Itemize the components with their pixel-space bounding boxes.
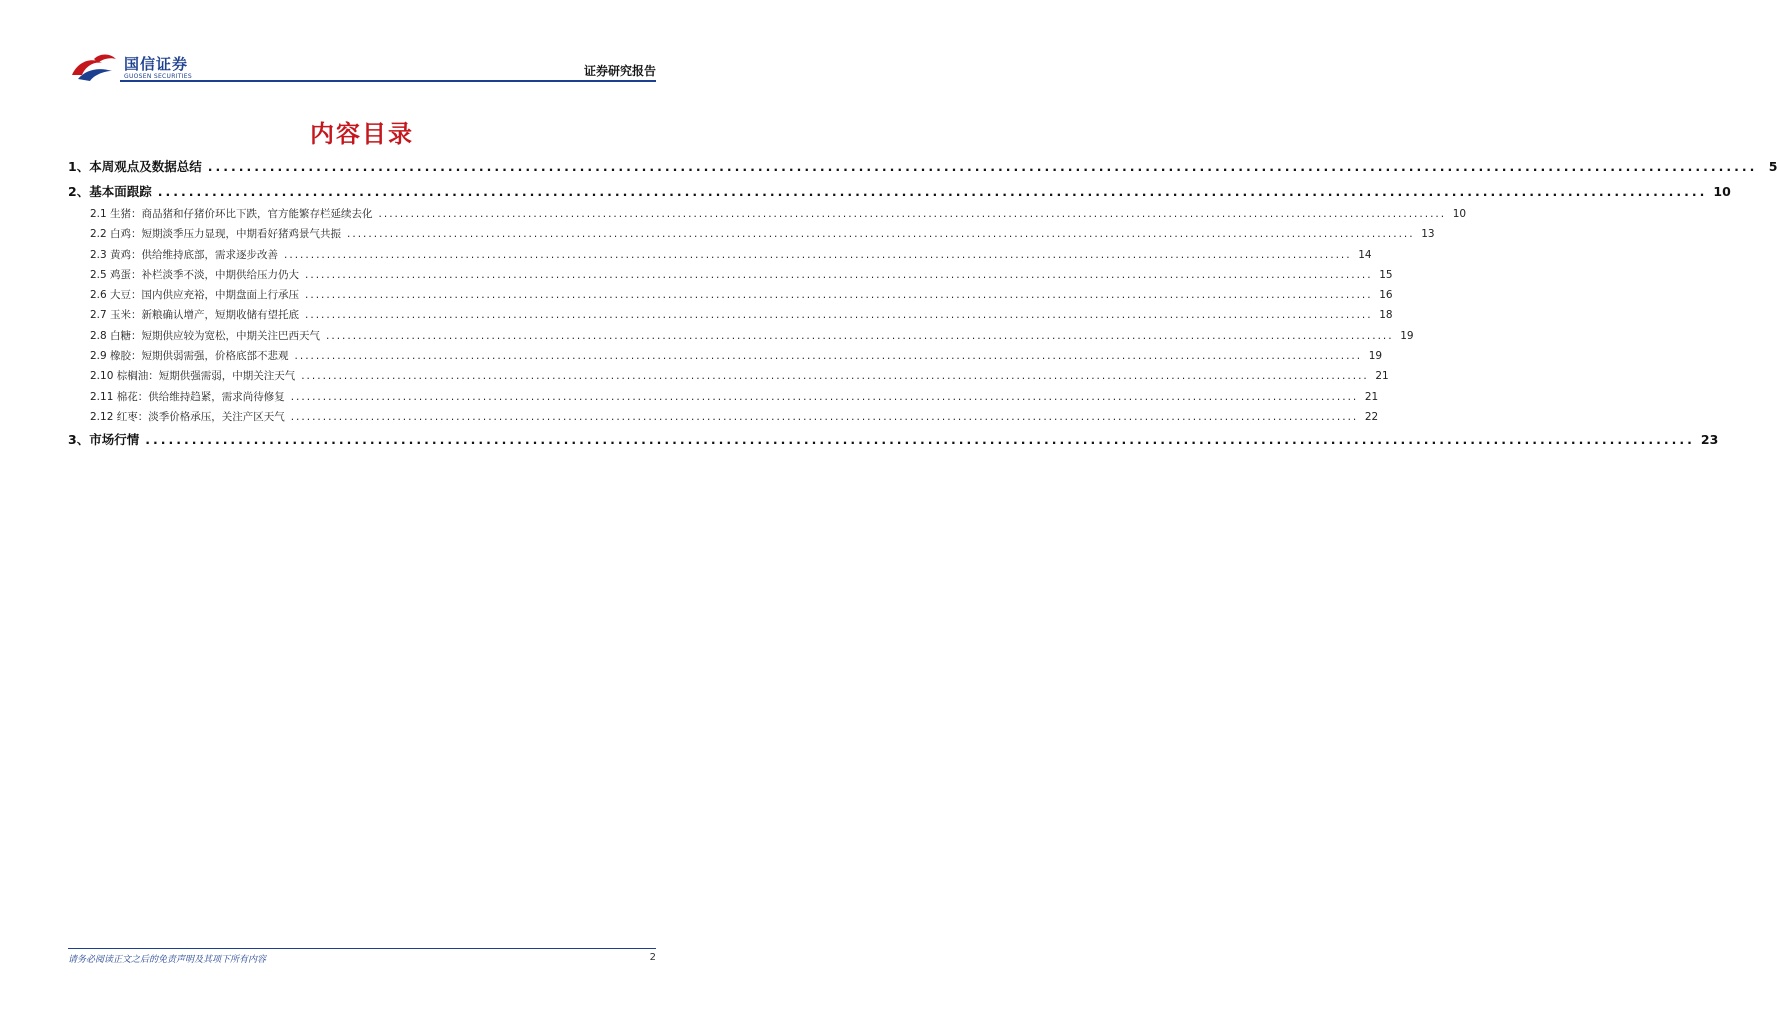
toc-dot-leader: ........................................................................................................................................................................................................ — [290, 390, 1359, 403]
toc-entry-page: 23 — [1700, 432, 1719, 448]
toc-dot-leader: ........................................................................................................................................................................................................ — [294, 350, 1363, 363]
toc-entry[interactable] — [68, 245, 1372, 265]
toc-entry-title: 2.6 大豆：国内供应充裕，中期盘面上行承压 — [90, 289, 300, 302]
toc-entry-title: 1、本周观点及数据总结 — [68, 159, 202, 174]
toc-entry-page: 13 — [1421, 228, 1435, 241]
toc-dot-leader: ........................................................................................................................................................................................................ — [347, 228, 1415, 241]
logo-english-name: GUOSEN SECURITIES — [124, 72, 193, 80]
table-of-contents — [68, 154, 1777, 452]
toc-entry[interactable] — [68, 154, 1777, 179]
toc-dot-leader: ........................................................................................................................................................................................................ — [145, 432, 1695, 448]
toc-entry-page: 5 — [1768, 159, 1777, 174]
toc-entry[interactable] — [68, 387, 1379, 407]
toc-entry-page: 14 — [1358, 248, 1372, 261]
toc-entry-title: 2.3 黄鸡：供给维持底部，需求逐步改善 — [90, 248, 279, 261]
page-header — [68, 50, 656, 90]
toc-entry-page: 10 — [1713, 184, 1731, 199]
toc-entry-title: 2.2 白鸡：短期淡季压力显现，中期看好猪鸡景气共振 — [90, 228, 342, 241]
toc-entry-page: 18 — [1379, 309, 1393, 322]
toc-entry-title: 3、市场行情 — [68, 432, 140, 448]
toc-dot-leader: ........................................................................................................................................................................................................ — [378, 208, 1447, 220]
toc-entry-title: 2、基本面跟踪 — [68, 184, 152, 199]
toc-entry-page: 15 — [1379, 268, 1393, 281]
toc-entry[interactable] — [68, 305, 1393, 325]
toc-entry-page: 19 — [1400, 329, 1414, 342]
toc-dot-leader: ........................................................................................................................................................................................................ — [207, 159, 1758, 174]
toc-entry-title: 2.8 白糖：短期供应较为宽松，中期关注巴西天气 — [90, 329, 321, 342]
toc-entry-title: 2.11 棉花：供给维持趋紧，需求尚待修复 — [90, 390, 285, 403]
footer-disclaimer: 请务必阅读正文之后的免责声明及其项下所有内容 — [68, 955, 267, 965]
toc-entry[interactable] — [68, 407, 1379, 427]
toc-entry-page: 19 — [1368, 350, 1383, 363]
toc-dot-leader: ........................................................................................................................................................................................................ — [305, 289, 1373, 302]
toc-entry-page: 21 — [1375, 370, 1389, 383]
toc-entry[interactable] — [68, 265, 1393, 285]
report-type-label: 证券研究报告 — [583, 64, 656, 78]
toc-entry[interactable] — [68, 285, 1393, 305]
logo-chinese-name: 国信证券 — [124, 54, 189, 73]
toc-entry[interactable] — [68, 204, 1467, 224]
toc-entry[interactable] — [68, 179, 1731, 204]
toc-entry-page: 10 — [1452, 208, 1467, 220]
toc-entry-title: 2.5 鸡蛋：补栏淡季不淡，中期供给压力仍大 — [90, 268, 300, 281]
toc-entry-title: 2.1 生猪：商品猪和仔猪价环比下跌，官方能繁存栏延续去化 — [90, 208, 373, 220]
toc-entry-title: 2.9 橡胶：短期供弱需强，价格底部不悲观 — [90, 350, 289, 363]
toc-entry-page: 22 — [1364, 410, 1379, 423]
toc-entry-title: 2.10 棕榈油：短期供强需弱，中期关注天气 — [90, 370, 296, 383]
toc-dot-leader: ........................................................................................................................................................................................................ — [284, 248, 1352, 261]
footer-divider — [68, 948, 656, 949]
toc-entry[interactable] — [68, 224, 1435, 244]
guosen-logo-icon — [68, 51, 120, 85]
toc-dot-leader: ........................................................................................................................................................................................................ — [157, 184, 1708, 199]
toc-dot-leader: ........................................................................................................................................................................................................ — [305, 268, 1373, 281]
toc-dot-leader: ........................................................................................................................................................................................................ — [290, 410, 1359, 423]
page-number: 2 — [649, 952, 656, 963]
toc-entry[interactable] — [68, 346, 1383, 366]
toc-entry[interactable] — [68, 366, 1389, 386]
toc-entry-page: 16 — [1379, 289, 1393, 302]
toc-entry-title: 2.7 玉米：新粮确认增产，短期收储有望托底 — [90, 309, 300, 322]
toc-entry-title: 2.12 红枣：淡季价格承压，关注产区天气 — [90, 410, 285, 423]
toc-entry[interactable] — [68, 326, 1414, 346]
toc-dot-leader: ........................................................................................................................................................................................................ — [301, 370, 1369, 383]
header-divider — [120, 80, 656, 82]
toc-title: 内容目录 — [310, 120, 414, 148]
toc-entry-page: 21 — [1364, 390, 1379, 403]
toc-dot-leader: ........................................................................................................................................................................................................ — [305, 309, 1373, 322]
toc-entry[interactable] — [68, 427, 1719, 452]
toc-dot-leader: ........................................................................................................................................................................................................ — [326, 329, 1394, 342]
